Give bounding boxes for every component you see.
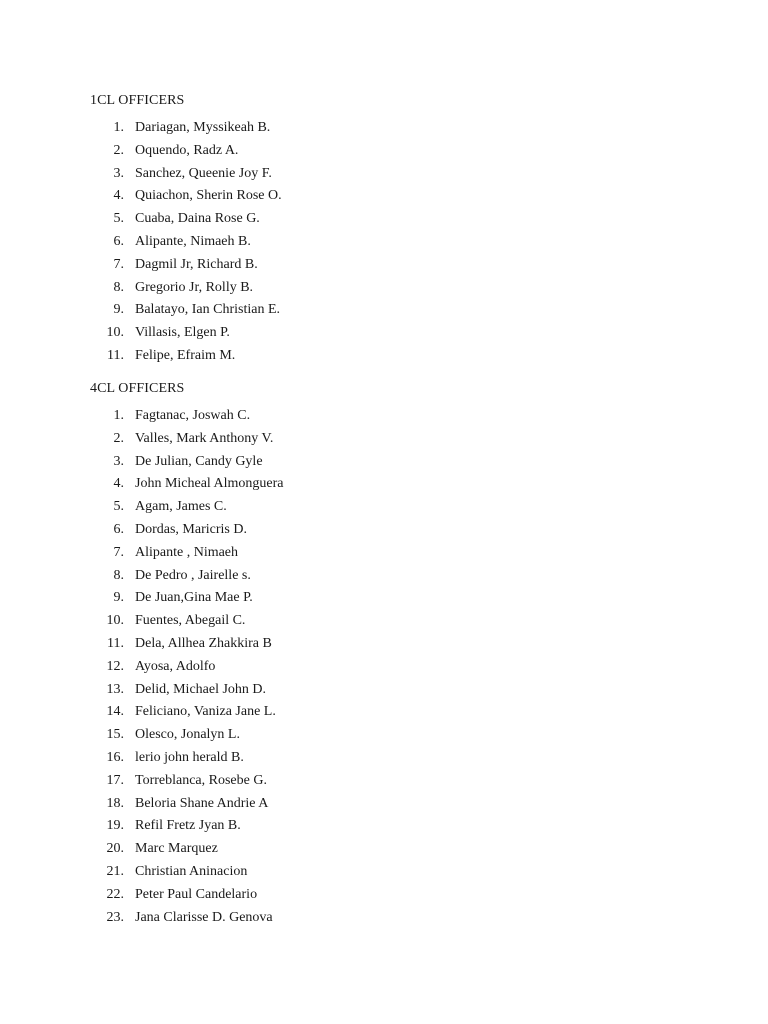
- officer-name: Marc Marquez: [135, 841, 218, 857]
- list-item-number: 1.: [113, 120, 124, 135]
- list-item: [90, 208, 260, 231]
- list-item: [90, 473, 284, 496]
- officer-name: Ayosa, Adolfo: [135, 658, 216, 674]
- officer-name: Dariagan, Myssikeah B.: [135, 120, 271, 135]
- list-item: [90, 163, 272, 186]
- list-item-number: 10.: [106, 613, 124, 629]
- officer-name: Dela, Allhea Zhakkira B: [135, 635, 272, 651]
- officer-name: Valles, Mark Anthony V.: [135, 430, 274, 446]
- list-item: [90, 451, 263, 474]
- list-item-number: 11.: [107, 347, 124, 363]
- list-item: [90, 299, 281, 322]
- list-item: [90, 701, 276, 724]
- section-heading: 4CL OFFICERS: [90, 381, 185, 396]
- officer-name: Agam, James C.: [135, 499, 227, 515]
- list-item-number: 23.: [106, 909, 124, 925]
- officer-name: Fuentes, Abegail C.: [135, 613, 246, 629]
- list-item-number: 21.: [106, 863, 124, 879]
- list-item: [90, 793, 269, 816]
- list-item-number: 17.: [106, 772, 124, 788]
- list-item-number: 15.: [106, 727, 124, 743]
- officer-name: De Julian, Candy Gyle: [135, 453, 263, 469]
- officer-name: Quiachon, Sherin Rose O.: [135, 188, 282, 204]
- officer-name: John Micheal Almonguera: [135, 476, 284, 492]
- officer-list: [90, 117, 282, 368]
- list-item: [90, 679, 267, 702]
- list-item: [90, 277, 254, 300]
- list-item-number: 4.: [113, 476, 124, 492]
- officer-name: Olesco, Jonalyn L.: [135, 727, 240, 743]
- list-item-number: 2.: [113, 142, 124, 158]
- list-item: [90, 838, 218, 861]
- officer-name: Jana Clarisse D. Genova: [135, 909, 273, 925]
- list-item: [90, 770, 267, 793]
- list-item-number: 13.: [106, 681, 124, 697]
- officer-name: Villasis, Elgen P.: [135, 325, 230, 341]
- section-heading: 1CL OFFICERS: [90, 93, 185, 108]
- list-item-number: 7.: [113, 256, 124, 272]
- list-item-number: 3.: [113, 453, 124, 469]
- officer-name: Torreblanca, Rosebe G.: [135, 772, 267, 788]
- list-item: [90, 254, 258, 277]
- section-4cl-officers: [90, 379, 284, 929]
- list-item: [90, 185, 282, 208]
- list-item: [90, 519, 247, 542]
- list-item-number: 22.: [106, 886, 124, 902]
- officer-name: Dordas, Maricris D.: [135, 521, 247, 537]
- list-item-number: 3.: [113, 165, 124, 181]
- list-item: [90, 907, 273, 930]
- officer-name: Gregorio Jr, Rolly B.: [135, 279, 254, 295]
- list-item-number: 2.: [113, 430, 124, 446]
- list-item-number: 1.: [113, 408, 124, 423]
- officer-list: [90, 405, 284, 929]
- officer-name: Delid, Michael John D.: [135, 681, 267, 697]
- list-item-number: 7.: [113, 544, 124, 560]
- officer-name: Balatayo, Ian Christian E.: [135, 302, 281, 318]
- list-item-number: 5.: [113, 211, 124, 227]
- list-item: [90, 231, 251, 254]
- list-item-number: 6.: [113, 233, 124, 249]
- officer-name: De Pedro , Jairelle s.: [135, 567, 251, 583]
- list-item: [90, 747, 244, 770]
- list-item: [90, 428, 274, 451]
- list-item: [90, 345, 236, 368]
- list-item-number: 4.: [113, 188, 124, 204]
- list-item: [90, 117, 271, 140]
- list-item: [90, 656, 216, 679]
- officer-name: Peter Paul Candelario: [135, 886, 258, 902]
- officer-name: Sanchez, Queenie Joy F.: [135, 165, 272, 181]
- officer-name: Alipante , Nimaeh: [135, 544, 239, 560]
- list-item: [90, 884, 258, 907]
- list-item-number: 9.: [113, 302, 124, 318]
- officer-name: Cuaba, Daina Rose G.: [135, 211, 260, 227]
- officer-name: Beloria Shane Andrie A: [135, 795, 269, 811]
- list-item-number: 5.: [113, 499, 124, 515]
- list-item: [90, 405, 251, 428]
- list-item-number: 18.: [106, 795, 124, 811]
- list-item: [90, 496, 227, 519]
- list-item-number: 20.: [106, 841, 124, 857]
- list-item-number: 14.: [106, 704, 124, 720]
- list-item: [90, 587, 253, 610]
- list-item-number: 6.: [113, 521, 124, 537]
- list-item: [90, 565, 251, 588]
- list-item: [90, 610, 246, 633]
- officer-name: Fagtanac, Joswah C.: [135, 408, 251, 423]
- list-item-number: 8.: [113, 279, 124, 295]
- list-item: [90, 633, 272, 656]
- officer-name: Dagmil Jr, Richard B.: [135, 256, 258, 272]
- list-item: [90, 861, 248, 884]
- list-item-number: 11.: [107, 635, 124, 651]
- list-item-number: 10.: [106, 325, 124, 341]
- officer-name: Feliciano, Vaniza Jane L.: [135, 704, 276, 720]
- list-item-number: 16.: [106, 749, 124, 765]
- list-item-number: 8.: [113, 567, 124, 583]
- section-1cl-officers: [90, 91, 282, 368]
- officer-name: Alipante, Nimaeh B.: [135, 233, 251, 249]
- list-item: [90, 724, 240, 747]
- officer-name: Felipe, Efraim M.: [135, 347, 236, 363]
- officer-name: lerio john herald B.: [135, 749, 244, 765]
- officer-name: Christian Aninacion: [135, 863, 248, 879]
- officer-name: De Juan,Gina Mae P.: [135, 590, 253, 606]
- officer-name: Oquendo, Radz A.: [135, 142, 239, 158]
- list-item: [90, 322, 230, 345]
- list-item: [90, 140, 239, 163]
- list-item: [90, 542, 239, 565]
- list-item-number: 12.: [106, 658, 124, 674]
- list-item-number: 9.: [113, 590, 124, 606]
- officer-name: Refil Fretz Jyan B.: [135, 818, 241, 834]
- list-item-number: 19.: [106, 818, 124, 834]
- list-item: [90, 815, 241, 838]
